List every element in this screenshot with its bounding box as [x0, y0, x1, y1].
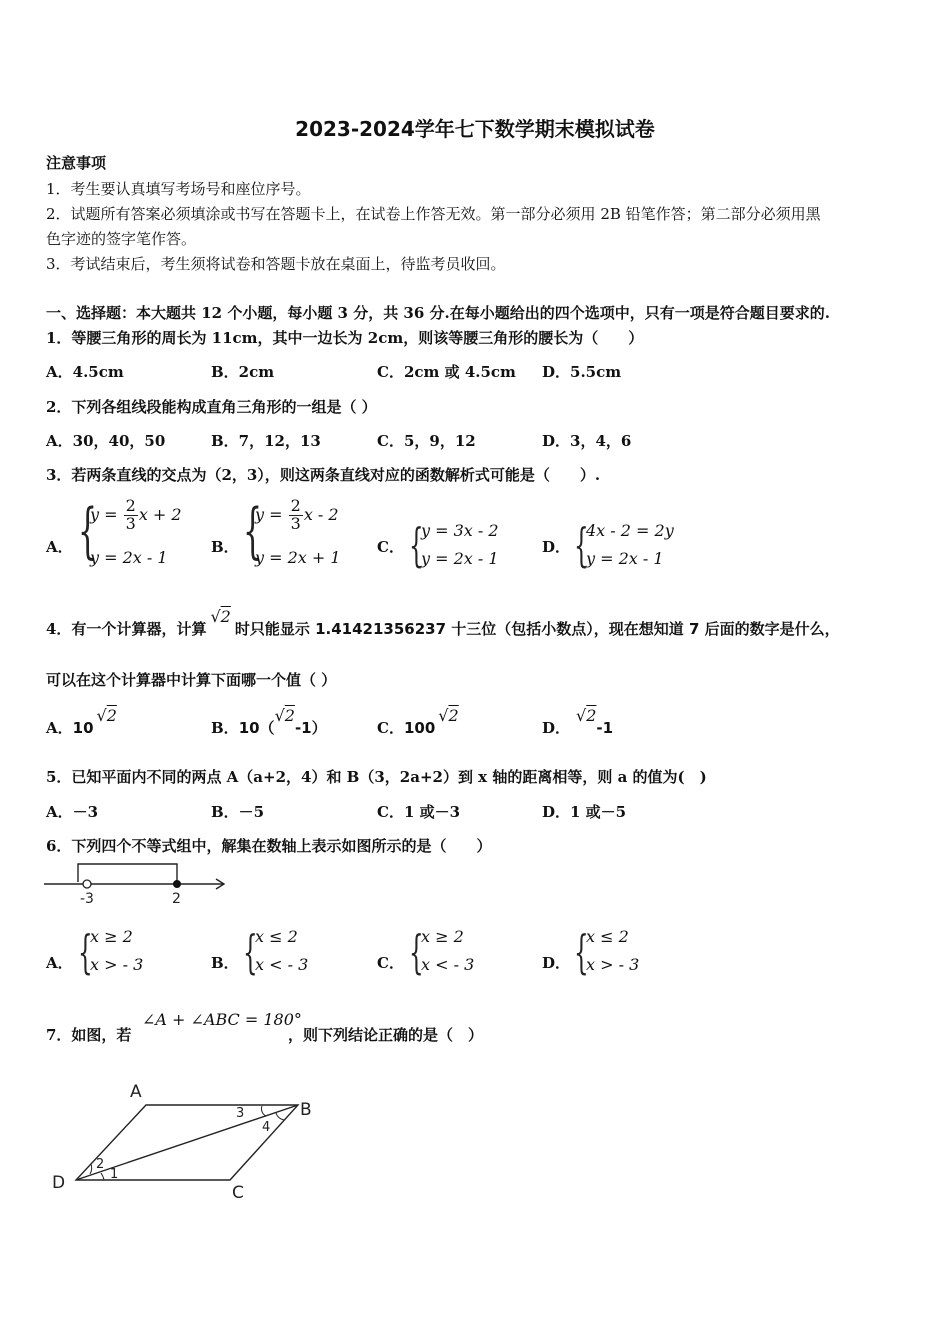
q7-angle-formula: ∠A + ∠ABC = 180°: [142, 1010, 302, 1029]
q3-b-eq1: y = $\frac{2}{3}$ x - 2: [255, 496, 339, 533]
q7-stem-part2: ，则下列结论正确的是（ ）: [288, 1026, 484, 1044]
q3-c-eq1: y = 3x - 2: [421, 521, 499, 540]
brace-icon: {: [409, 925, 424, 979]
q3-c-eq2: y = 2x - 1: [421, 549, 499, 568]
q6-option-b-label[interactable]: B．: [211, 954, 239, 972]
brace-icon: {: [574, 925, 589, 979]
tick-label-left: -3: [80, 891, 94, 907]
q1-option-c[interactable]: C．2cm 或 4.5cm: [377, 363, 516, 381]
q4-option-d[interactable]: D．√2-1: [542, 706, 614, 737]
q6-c-ineq2: x < - 3: [421, 955, 475, 974]
q1-stem: 1．等腰三角形的周长为 11cm，其中一边长为 2cm，则该等腰三角形的腰长为（ ）: [46, 329, 644, 347]
q4-option-b[interactable]: B．10（√2-1）: [211, 706, 327, 737]
q1-option-b[interactable]: B．2cm: [211, 363, 275, 381]
q4-option-a[interactable]: A．10√2: [46, 706, 117, 737]
q6-d-ineq2: x > - 3: [586, 955, 640, 974]
q3-a-eq1: y = $\frac{2}{3}$ x + 2: [90, 496, 182, 533]
q6-option-c-system[interactable]: [409, 925, 499, 981]
q6-option-d-label[interactable]: D．: [542, 954, 571, 972]
q6-option-d-system[interactable]: [574, 925, 664, 981]
closed-point-marker: [173, 880, 181, 888]
sqrt2-radical: √2: [210, 607, 231, 626]
section-heading: 一、选择题：本大题共 12 个小题，每小题 3 分，共 36 分.在每小题给出的四个选项中，只有一项是符合题目要求的.: [46, 304, 830, 322]
q3-option-b-system[interactable]: [243, 496, 353, 576]
vertex-label-c: C: [232, 1183, 244, 1203]
q5-option-d[interactable]: D．1 或－5: [542, 803, 627, 821]
q5-stem: 5．已知平面内不同的两点 A（a+2，4）和 B（3，2a+2）到 x 轴的距离相等，则 a 的值为( ): [46, 768, 707, 786]
q5-option-b[interactable]: B．－5: [211, 803, 265, 821]
q3-a-eq2: y = 2x - 1: [90, 548, 168, 567]
q3-option-c-system[interactable]: [409, 518, 519, 578]
q3-option-b-label[interactable]: B．: [211, 538, 239, 556]
angle-arc-4: [276, 1113, 284, 1120]
q2-option-b[interactable]: B．7，12，13: [211, 432, 321, 450]
q3-option-a-label[interactable]: A．: [46, 538, 73, 556]
q3-b-eq2: y = 2x + 1: [255, 548, 341, 567]
q6-a-ineq1: x ≥ 2: [90, 927, 133, 946]
q4-option-c[interactable]: C．100√2: [377, 706, 459, 737]
notice-heading: 注意事项: [46, 154, 107, 172]
open-point-marker: [83, 880, 91, 888]
q6-option-b-system[interactable]: [243, 925, 333, 981]
notice-item-2: 2．试题所有答案必须填涂或书写在答题卡上，在试卷上作答无效。第一部分必须用 2B 铅笔作答；第二部分必须用黑: [46, 205, 821, 223]
brace-icon: {: [78, 925, 93, 979]
q2-option-c[interactable]: C．5，9，12: [377, 432, 476, 450]
page-title: 2023-2024学年七下数学期末模拟试卷: [295, 117, 655, 141]
q6-option-a-system[interactable]: [78, 925, 168, 981]
q6-d-ineq1: x ≤ 2: [586, 927, 629, 946]
q6-b-ineq1: x ≤ 2: [255, 927, 298, 946]
parallelogram-figure: [44, 1070, 334, 1210]
q3-option-c-label[interactable]: C．: [377, 538, 404, 556]
q1-option-a[interactable]: A．4.5cm: [46, 363, 124, 381]
vertex-label-b: B: [300, 1100, 312, 1120]
q3-option-a-system[interactable]: [78, 496, 188, 576]
q5-option-c[interactable]: C．1 或－3: [377, 803, 461, 821]
angle-label-3: 3: [236, 1106, 245, 1121]
q3-d-eq2: y = 2x - 1: [586, 549, 664, 568]
q2-stem: 2．下列各组线段能构成直角三角形的一组是（ ）: [46, 398, 377, 416]
angle-label-4: 4: [262, 1120, 271, 1135]
angle-arc-3: [261, 1106, 266, 1116]
notice-item-1: 1．考生要认真填写考场号和座位序号。: [46, 180, 311, 198]
angle-arc-1: [101, 1173, 104, 1180]
brace-icon: {: [574, 518, 589, 572]
tick-label-right: 2: [172, 891, 181, 907]
brace-icon: {: [243, 496, 263, 566]
angle-label-1: 1: [110, 1167, 119, 1182]
notice-item-2-cont: 色字迹的签字笔作答。: [46, 230, 197, 248]
q2-option-a[interactable]: A．30，40，50: [46, 432, 166, 450]
q4-stem-line2: 可以在这个计算器中计算下面哪一个值（ ）: [46, 671, 337, 689]
q3-option-d-system[interactable]: [574, 518, 694, 578]
number-line-figure: [40, 858, 240, 908]
q6-c-ineq1: x ≥ 2: [421, 927, 464, 946]
vertex-label-d: D: [52, 1173, 66, 1193]
brace-icon: {: [243, 925, 258, 979]
q2-option-d[interactable]: D．3，4，6: [542, 432, 632, 450]
q6-option-c-label[interactable]: C．: [377, 954, 404, 972]
q6-b-ineq2: x < - 3: [255, 955, 309, 974]
brace-icon: {: [78, 496, 98, 566]
q3-stem: 3．若两条直线的交点为（2，3），则这两条直线对应的函数解析式可能是（ ）.: [46, 466, 601, 484]
q6-stem: 6．下列四个不等式组中，解集在数轴上表示如图所示的是（ ）: [46, 837, 492, 855]
q7-stem-part1: 7．如图，若: [46, 1026, 132, 1044]
q3-d-eq1: 4x - 2 = 2y: [586, 521, 674, 540]
brace-icon: {: [409, 518, 424, 572]
q5-option-a[interactable]: A．－3: [46, 803, 99, 821]
q1-option-d[interactable]: D．5.5cm: [542, 363, 622, 381]
q4-stem-line1: 4．有一个计算器，计算√2时只能显示 1.41421356237 十三位（包括小数点），现在想知道 7 后面的数字是什么，: [46, 607, 840, 638]
q6-option-a-label[interactable]: A．: [46, 954, 73, 972]
angle-label-2: 2: [96, 1157, 105, 1172]
q3-option-d-label[interactable]: D．: [542, 538, 571, 556]
vertex-label-a: A: [130, 1082, 142, 1102]
solution-set-bracket: [78, 864, 177, 882]
notice-item-3: 3．考试结束后，考生须将试卷和答题卡放在桌面上，待监考员收回。: [46, 255, 506, 273]
q6-a-ineq2: x > - 3: [90, 955, 144, 974]
